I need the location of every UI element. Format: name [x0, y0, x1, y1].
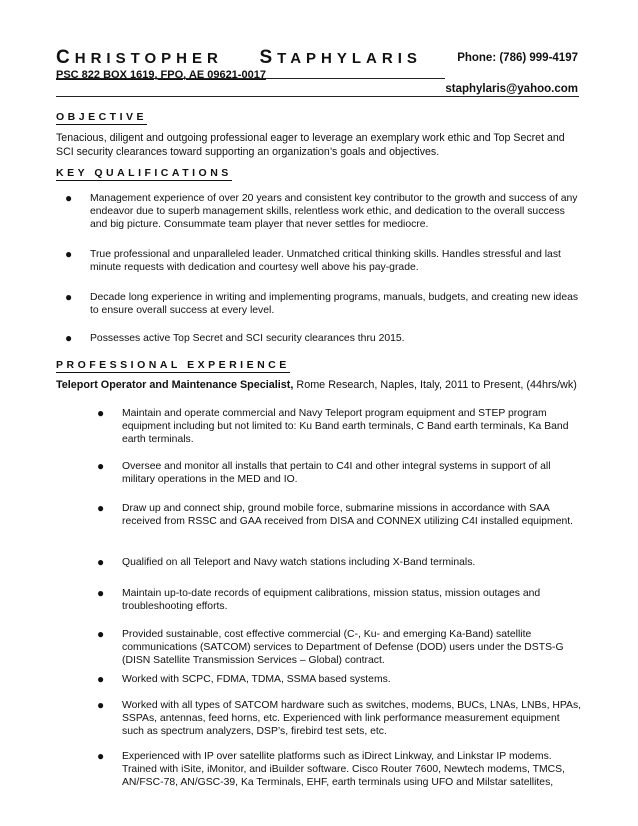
bullet-icon: ●: [97, 406, 105, 420]
list-item-text: Experienced with IP over satellite platforms such as iDirect Linkway, and Linkstar IP modems. Trained with iSite, iMonitor, and iBuilder software. Cisco Router 7600, Newtech modems, TMCS, AN/FSC-78, AN/GSC-39, Ka Terminals, EHF, earth terminals using UFO and Milstar satellites,: [122, 751, 565, 788]
address-rule: [56, 78, 445, 79]
objective-heading: [56, 111, 147, 123]
list-item: [97, 672, 582, 686]
bullet-icon: ●: [97, 672, 105, 686]
experience-heading-text: PROFESSIONAL EXPERIENCE: [56, 359, 290, 371]
list-item-text: Maintain up-to-date records of equipment calibrations, mission status, mission outages and troubleshooting efforts.: [122, 588, 541, 612]
list-item-text: Qualified on all Teleport and Navy watch stations including X-Band terminals.: [122, 557, 476, 568]
list-item: [97, 501, 582, 528]
name-last-rest: TAPHYLARIS: [277, 50, 422, 67]
candidate-name: [56, 47, 422, 69]
list-item-text: True professional and unparalleled leader. Unmatched critical thinking skills. Handles stressful and last minute requests with dedication and courtesy well above his pay-grade.: [90, 249, 561, 273]
list-item: [65, 290, 582, 317]
bullet-icon: ●: [65, 191, 73, 205]
experience-underline: [56, 372, 290, 373]
list-item: [97, 586, 582, 613]
list-item: [97, 459, 582, 486]
list-item-text: Decade long experience in writing and implementing programs, manuals, budgets, and creating new ideas to ensure overall success at every level.: [90, 292, 579, 316]
objective-text: Tenacious, diligent and outgoing professional eager to leverage an exemplary work ethic and Top Secret and SCI security clearances toward supporting an organization’s goals and objectives.: [56, 132, 565, 158]
bullet-icon: ●: [97, 501, 105, 515]
bullet-icon: ●: [97, 749, 105, 763]
bullet-icon: ●: [65, 290, 73, 304]
name-first-rest: HRISTOPHER: [74, 50, 223, 67]
list-item-text: Provided sustainable, cost effective commercial (C-, Ku- and emerging Ka-Band) satellite communications (SATCOM) services to Department of Defense (DOD) users under the DSTS-G (DISN Satellite Transmission Services – Global) contract.: [122, 629, 564, 666]
bullet-icon: ●: [97, 698, 105, 712]
list-item: [97, 627, 582, 667]
list-item-text: Worked with all types of SATCOM hardware such as switches, modems, BUCs, LNAs, LNBs, HPAs, SSPAs, antennas, feed horns, etc. Experienced with link performance measurement equipment such as spectrum analyzers, DSP’s, firebird test sets, etc.: [122, 700, 582, 737]
objective-underline: [56, 124, 147, 125]
list-item-text: Maintain and operate commercial and Navy Teleport program equipment and STEP program equipment including but not limited to: Ku Band earth terminals, C Band earth terminals, Ka Band earth terminals.: [122, 408, 569, 445]
qualifications-heading: [56, 167, 232, 179]
list-item: [97, 698, 582, 738]
list-item-text: Oversee and monitor all installs that pertain to C4I and other integral systems in support of all military operations in the MED and IO.: [122, 461, 551, 485]
phone-number: Phone: (786) 999-4197: [457, 52, 578, 64]
job-details: Rome Research, Naples, Italy, 2011 to Present, (44hrs/wk): [293, 379, 577, 391]
job-title: Teleport Operator and Maintenance Specialist,: [56, 379, 294, 391]
bullet-icon: ●: [97, 459, 105, 473]
mailing-address: PSC 822 BOX 1619, FPO, AE 09621-0017: [56, 69, 266, 81]
bullet-icon: ●: [65, 331, 73, 345]
list-item-text: Draw up and connect ship, ground mobile force, submarine missions in accordance with SAA received from RSSC and GAA received from DISA and CONNEX utilizing C4I installed equipment.: [122, 503, 574, 527]
qualifications-heading-text: KEY QUALIFICATIONS: [56, 167, 232, 179]
list-item: [97, 749, 582, 789]
list-item: [65, 191, 582, 231]
header-rule: [56, 96, 579, 97]
list-item-text: Management experience of over 20 years and consistent key contributor to the growth and success of any endeavor due to superb management skills, relentless work ethic, and dedication to the overall success and big picture. Consummate team player that never settles for mediocre.: [90, 193, 578, 230]
bullet-icon: ●: [97, 555, 105, 569]
job-title-line: [56, 379, 577, 391]
list-item: [97, 555, 582, 569]
bullet-icon: ●: [97, 586, 105, 600]
bullet-icon: ●: [97, 627, 105, 641]
list-item-text: Possesses active Top Secret and SCI security clearances thru 2015.: [90, 333, 405, 344]
objective-heading-text: OBJECTIVE: [56, 111, 148, 123]
qualifications-underline: [56, 180, 232, 181]
email-address: staphylaris@yahoo.com: [445, 83, 578, 95]
list-item: [65, 247, 582, 274]
bullet-icon: ●: [65, 247, 73, 261]
list-item-text: Worked with SCPC, FDMA, TDMA, SSMA based systems.: [122, 674, 391, 685]
experience-heading: [56, 359, 290, 371]
name-initial-first: C: [56, 47, 75, 68]
list-item: [65, 331, 582, 345]
name-initial-last: S: [259, 47, 278, 68]
list-item: [97, 406, 582, 446]
